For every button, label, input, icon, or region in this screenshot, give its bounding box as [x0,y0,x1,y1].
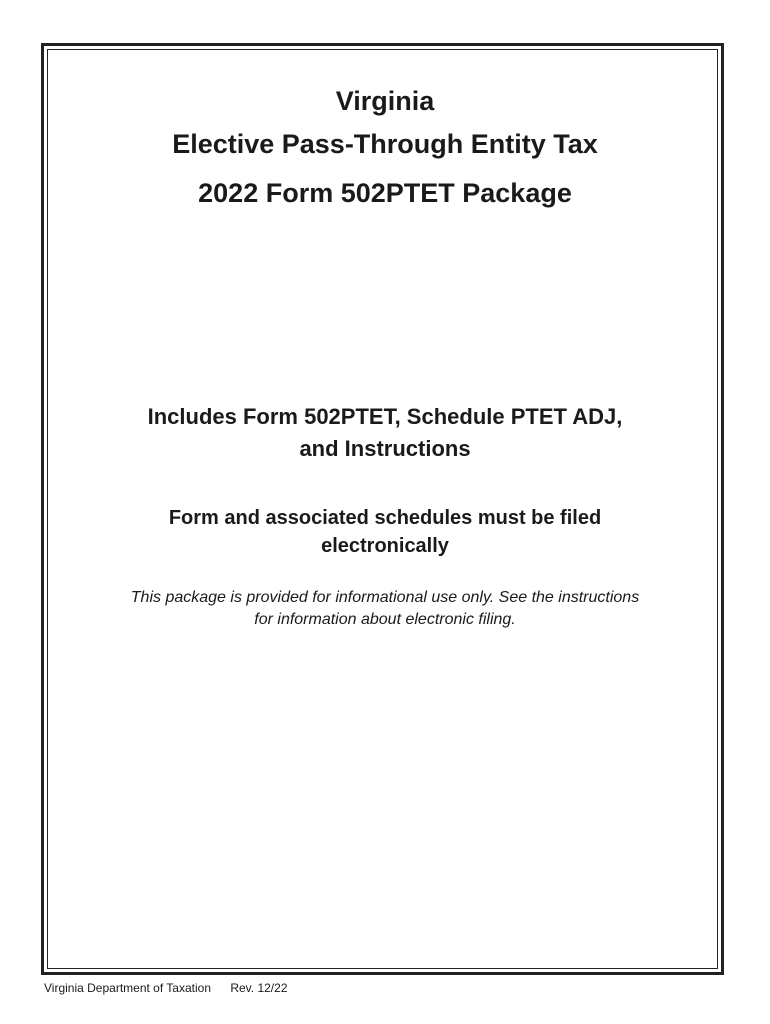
filing-requirement-line-2: electronically [321,535,449,557]
title-package: 2022 Form 502PTET Package [198,178,572,208]
filing-requirement-line-1: Form and associated schedules must be filed [168,507,602,529]
title-tax-name: Elective Pass-Through Entity Tax [172,129,598,159]
includes-line-2: and Instructions [299,436,471,461]
informational-note-line-1: This package is provided for informational use only. See the instructions [130,589,640,606]
informational-note-line-2: for information about electronic filing. [254,611,516,628]
footer-revision: Rev. 12/22 [230,981,288,995]
includes-line-1: Includes Form 502PTET, Schedule PTET ADJ, [147,404,623,429]
page-footer [44,980,288,996]
title-state: Virginia [335,86,435,116]
footer-agency: Virginia Department of Taxation [44,981,211,995]
